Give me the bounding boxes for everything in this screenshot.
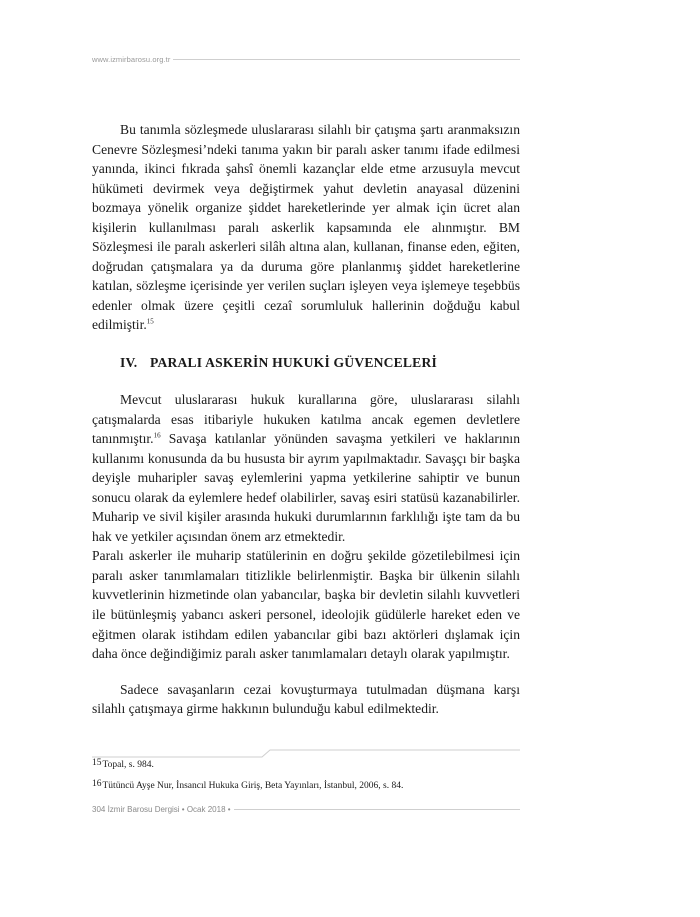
footnote-separator <box>92 748 520 758</box>
page-header <box>92 52 520 66</box>
paragraph-4 <box>92 680 520 719</box>
paragraph-4-text: Sadece savaşanların cezai kovuşturmaya tutulmadan düşmana karşı silahlı çatışmaya girme hakkının bulunduğu kabul edilmektedir. <box>92 681 520 717</box>
section-heading <box>92 353 520 372</box>
footnote-ref-16: 16 <box>153 431 161 440</box>
section-title: PARALI ASKERİN HUKUKİ GÜVENCELERİ <box>150 355 437 371</box>
paragraph-1-text: Bu tanımla sözleşmede uluslararası silahlı bir çatışma şartı aranmaksızın Cenevre Sözleşmesi’ndeki tanıma yakın bir paralı asker tanımı ifade edilmesi yanında, ikinci fıkrada şahsî önemli kazançlar elde etme arzusuyla mevcut hükümeti devirmek veya değiştirmek yahut devletin anayasal düzenini bozmaya yönelik organize şiddet hareketlerinde yer almak için ücret alan kişilerin kullanılması paralı askerlik kapsamında ele alınmıştır. BM Sözleşmesi ile paralı askerleri silâh altına alan, kullanan, finanse eden, eğiten, doğrudan çatışmalara ya da duruma göre planlanmış şiddet hareketlerine katılan, sözleşme içerisinde yer verilen suçları işleyen veya işlemeye teşebbüs edenler olmak üzere çeşitli cezaî sorumluluk hallerinin doğduğu kabul edilmiştir. <box>92 122 520 333</box>
main-content <box>92 120 520 719</box>
header-url: www.izmirbarosu.org.tr <box>92 54 171 64</box>
paragraph-2 <box>92 390 520 546</box>
header-rule <box>173 59 520 60</box>
paragraph-2-text-after: Savaşa katılanlar yönünden savaşma yetkileri ve haklarının kullanımı konusunda da bu hususta bir ayrım yapılmaktadır. Savaşçı bir başka deyişle muharipler savaş eylemlerini yapma yetkilerine sahiptir ve bunun sonucu olarak da eylemlere hedef olabilirler, savaş esiri statüsü kazanabilirler. Muharip ve sivil kişiler arasında hukuki durumlarının farklılığı işte tam da bu hak ve yetkiler açısından önem arz etmektedir. <box>92 431 520 544</box>
footnote-number: 15 <box>92 758 102 768</box>
paragraph-3 <box>92 546 520 663</box>
footnote-text: Topal, s. 984. <box>102 760 154 770</box>
footnote-15 <box>92 759 520 772</box>
section-number: IV. <box>120 355 138 371</box>
footer-text: 304 İzmir Barosu Dergisi • Ocak 2018 • <box>92 804 231 814</box>
paragraph-3-text: Paralı askerler ile muharip statülerinin en doğru şekilde gözetilebilmesi için paralı asker tanımlamaları titizlikle belirlenmiştir. Başka bir ülkenin silahlı kuvvetlerinin hizmetinde olan yabancılar, başka bir devletin silahlı kuvvetleri ile bütünleşmiş yabancı askeri personel, ideolojik güdülerle hareket eden ve eğitmen olarak istihdam edilen yabancılar gibi bazı aktörleri dışlamak için daha önce değindiğimiz paralı asker tanımlamaları detaylı olarak yapılmıştır. <box>92 548 520 662</box>
footnote-number: 16 <box>92 779 102 789</box>
footnotes <box>92 759 520 801</box>
footer-rule <box>234 809 520 810</box>
paragraph-2-text-before: Mevcut uluslararası hukuk kurallarına göre, uluslararası silahlı çatışmalarda esas itibariyle hukuken katılma ancak egemen devletlere tanınmıştır. <box>92 392 520 447</box>
footnote-ref-15: 15 <box>146 317 154 326</box>
page-footer <box>92 803 520 815</box>
footnote-16 <box>92 780 520 793</box>
footnote-text: Tütüncü Ayşe Nur, İnsancıl Hukuka Giriş, Beta Yayınları, İstanbul, 2006, s. 84. <box>102 781 404 791</box>
paragraph-1 <box>92 120 520 335</box>
